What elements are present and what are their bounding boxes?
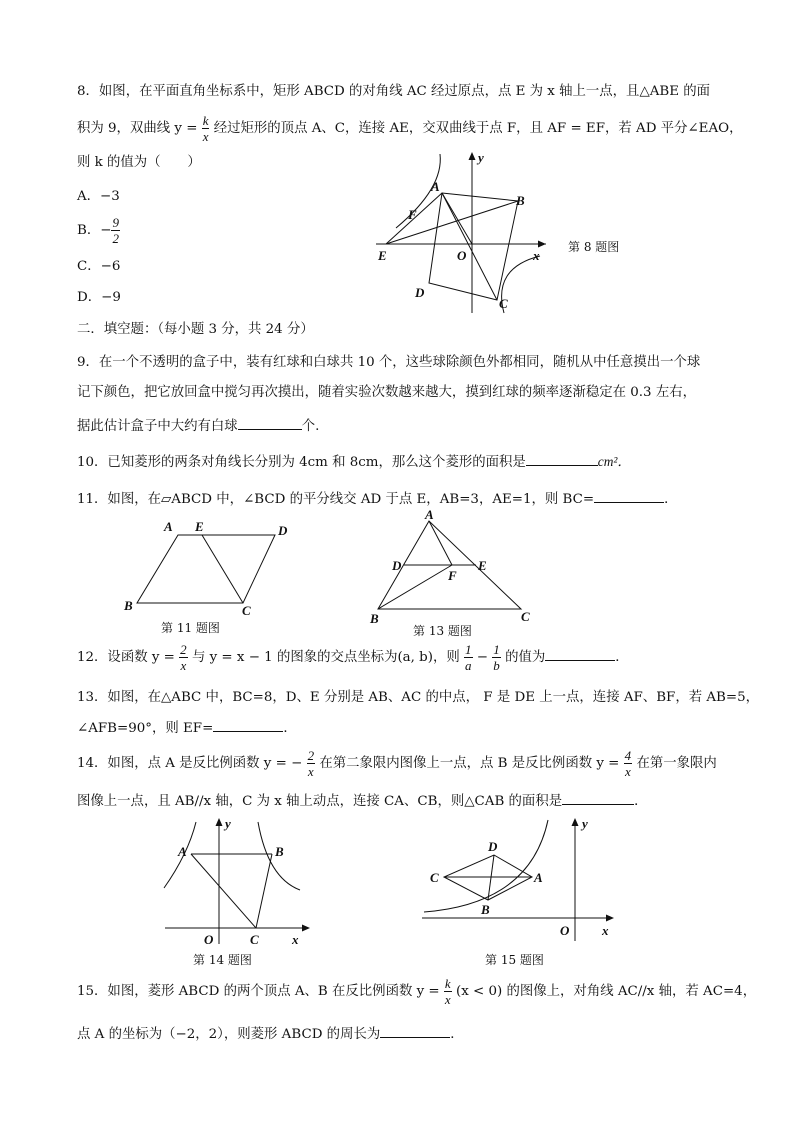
q15-line1: 15．如图，菱形 ABCD 的两个顶点 A、B 在反比例函数 y = $\frac{k}{x}$ (x < 0) 的图像上，对角线 AC//x 轴，若 AC=4， [77,976,757,1007]
q8-option-d: D．−9 [77,290,121,305]
q8-option-a: A．−3 [77,189,120,204]
q14-label-a: A [178,844,187,859]
q14-answer-blank[interactable] [562,790,634,805]
q8-label-o: O [457,248,467,263]
q10-answer-blank[interactable] [526,451,598,466]
q8-line1: 8．如图，在平面直角坐标系中，矩形 ABCD 的对角线 AC 经过原点，点 E 为 x 轴上一点，且△ABE 的面 [77,84,711,99]
q13-label-c: C [521,609,530,624]
q9-line1: 9．在一个不透明的盒子中，装有红球和白球共 10 个，这些球除颜色外都相同，随机从中任意摸出一个球 [77,355,701,370]
q11-label-a: A [164,519,173,534]
q12-line: 12．设函数 y = $\frac{2}{x}$ 与 y = x − 1 的图象的交点坐标为(a, b)，则 $\frac{1}{a}$ − $\frac{1}{b}$ 的值为 ． [77,642,629,673]
q8-line3: 则 k 的值为（ ） [77,155,201,170]
q8-option-c: C．−6 [77,259,121,274]
q9-answer-blank[interactable] [238,415,302,430]
q8-line2-start: 积为 9，双曲线 y = [77,121,198,136]
q15-label-c: C [430,870,439,885]
q13-caption: 第 13 题图 [413,624,472,638]
q12-answer-blank[interactable] [545,646,615,661]
q8-label-e: E [378,248,387,263]
q8-line2-end: 经过矩形的顶点 A、C，连接 AE，交双曲线于点 F，且 AF = EF，若 AD 平分∠EAO， [213,121,743,136]
q13-label-a: A [425,507,434,522]
q13-line2: ∠AFB=90°，则 EF= ． [77,717,297,738]
q14-line1: 14．如图，点 A 是反比例函数 y = − $\frac{2}{x}$ 在第二象限内图像上一点，点 B 是反比例函数 y = $\frac{4}{x}$ 在第一象限内 [77,748,717,779]
q15-figure [420,816,615,946]
q15-label-y: y [582,816,588,831]
q11-label-d: D [278,523,288,538]
q13-label-d: D [392,558,402,573]
q8-label-d: D [415,285,425,300]
q15-label-o: O [560,923,570,938]
section-heading: 二．填空题：（每小题 3 分，共 24 分） [77,322,314,337]
q11-label-c: C [242,603,251,618]
q14-label-x: x [292,932,299,947]
q15-label-x: x [602,923,609,938]
q15-label-a: A [534,870,543,885]
q8-caption: 第 8 题图 [568,240,620,254]
q8-figure [368,148,558,318]
q14-label-o: O [204,932,214,947]
q8-label-x: x [533,248,540,263]
q8-fraction: $\frac{k}{x}$ [202,113,209,144]
q14-caption: 第 14 题图 [193,953,252,967]
q8-option-b: B．− $\frac{9}{2}$ [77,215,119,246]
q15-line2: 点 A 的坐标为（−2，2），则菱形 ABCD 的周长为 ． [77,1023,464,1044]
q9-line3: 据此估计盒子中大约有白球 个. [77,415,319,436]
q13-figure [368,507,543,626]
q14-label-y: y [225,816,231,831]
q14-label-b: B [275,844,284,859]
q10-line: 10．已知菱形的两条对角线长分别为 4cm 和 8cm，那么这个菱形的面积是 cm²． [77,451,631,472]
q13-label-f: F [448,568,457,583]
q8-label-a: A [431,179,440,194]
q14-label-c: C [250,932,259,947]
q8-label-f: F [408,207,417,222]
q8-label-b: B [516,193,525,208]
q13-answer-blank[interactable] [213,717,283,732]
q11-answer-blank[interactable] [594,488,664,503]
q11-label-b: B [124,598,133,613]
q14-line2: 图像上一点，且 AB//x 轴，C 为 x 轴上动点，连接 CA、CB，则△CAB 的面积是 ． [77,790,648,811]
q14-figure [160,816,310,946]
q15-label-b: B [481,902,490,917]
q11-figure [120,515,295,618]
q8-line2 [77,112,743,146]
q13-line1: 13．如图，在△ABC 中，BC=8，D、E 分别是 AB、AC 的中点， F 是 DE 上一点，连接 AF、BF，若 AB=5， [77,690,759,705]
q15-label-d: D [488,839,498,854]
q8-label-y: y [478,150,484,165]
q8-label-c: C [499,296,508,311]
q11-caption: 第 11 题图 [161,621,220,635]
q11-line: 11．如图，在▱ABCD 中，∠BCD 的平分线交 AD 于点 E，AB=3，AE=1，则 BC= ． [77,488,678,509]
q15-answer-blank[interactable] [380,1023,450,1038]
q15-caption: 第 15 题图 [485,953,544,967]
q13-label-e: E [478,558,487,573]
q13-label-b: B [370,611,379,626]
q9-line2: 记下颜色，把它放回盒中搅匀再次摸出，随着实验次数越来越大，摸到红球的频率逐渐稳定在 0.3 左右， [77,385,696,400]
q11-label-e: E [195,519,204,534]
